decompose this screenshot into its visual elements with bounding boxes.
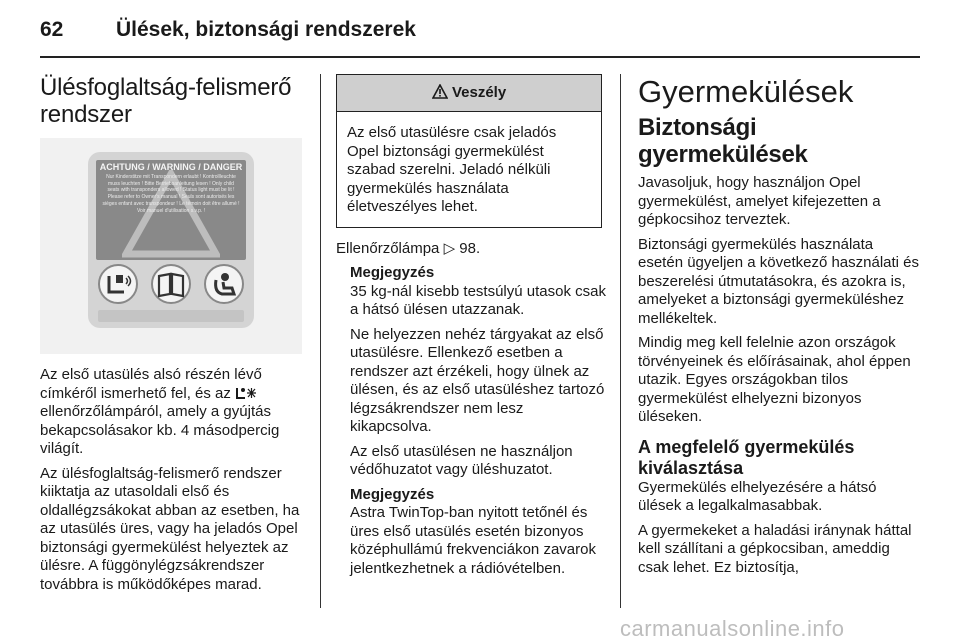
label-icons xyxy=(98,264,244,304)
arrow-reference-icon: ▷ xyxy=(443,239,456,257)
header-divider xyxy=(40,56,920,58)
label-bottom-strip xyxy=(98,310,244,322)
label-text: Nur Kinderstitze mit Transpondern erlaubt ! Kontrollleuchte muss leuchten ! Bitte Betriebsanleitung lesen ! Only child seats with transponders allowed ! Status light must be lit ! Please refer to Owner's manual ! Seuls sont autorisés les sièges enfant avec transpondeur ! Le témoin doit être allumé ! Voir manuel d'utilisation s.v.p. ! xyxy=(102,174,240,214)
danger-text: Az első utasülésre csak jeladós Opel biztonsági gyermekülést szabad szerelni. Jeladó nélküli gyermekülés használata életveszélyes lehet. xyxy=(347,124,557,215)
paragraph-rear-facing: A gyermekeket a haladási iránynak háttal kell szállítani a gépkocsiban, ameddig csak lehet. Ez biztosítja, xyxy=(638,521,912,576)
lamp-reference-page: 98. xyxy=(459,239,481,257)
danger-box xyxy=(336,74,602,228)
column-3 xyxy=(638,74,920,583)
danger-header xyxy=(337,75,601,112)
paragraph-seat-covers: Az első utasülésen ne használjon védőhuzatot vagy üléshuzatot. xyxy=(350,442,573,478)
child-seat-icon xyxy=(204,264,244,304)
manual-book-icon xyxy=(151,264,191,304)
paragraph-laws: Mindig meg kell felelnie azon országok törvényeinek és előírásainak, ahol éppen utazik. Egyes országokban tilos gyermekülést elhelyezni bizonyos üléseken. xyxy=(638,334,911,425)
seat-transponder-icon xyxy=(98,264,138,304)
note-title-1: Megjegyzés xyxy=(350,264,435,281)
warning-triangle-icon xyxy=(432,84,448,99)
section-title-occupancy: Ülésfoglaltság-felismerő rendszer xyxy=(40,74,292,128)
column-divider-right xyxy=(620,74,621,608)
paragraph-recommend: Javasoljuk, hogy használjon Opel gyermekülést, amelyet kifejezetten a gépkocsihoz terveztek. xyxy=(638,174,881,228)
paragraph-heavy-objects: Ne helyezzen nehéz tárgyakat az első utasülésre. Ellenkező esetben a rendszer azt érzékeli, hogy ülnek az ülésen, és az első utasüléshez tartozó légzsákrendszer nem lesz kikapcsolva. xyxy=(350,325,605,435)
paragraph-rear-seats: Gyermekülés elhelyezésére a hátsó ülések a legalkalmasabbak. xyxy=(638,478,877,514)
danger-body xyxy=(337,112,601,227)
column-2 xyxy=(336,74,606,584)
subtitle-selection: A megfelelő gyermekülés kiválasztása xyxy=(638,436,855,478)
paragraph-system-desc: Az ülésfoglaltság-felismerő rendszer kiiktatja az utasoldali első és oldallégzsákokat abban az esetben, ha az utasülés üres, vagy ha jeladós Opel biztonsági gyermekülést helyeztek az ülésre. A függönylégzsákrendszer továbbra is működőképes marad. xyxy=(40,464,300,593)
main-title: Gyermekülések xyxy=(638,74,854,109)
chapter-title: Ülések, biztonsági rendszerek xyxy=(116,18,416,41)
page-number: 62 xyxy=(40,18,64,41)
notes-block xyxy=(336,264,606,578)
label-plate xyxy=(88,152,254,328)
column-divider-left xyxy=(320,74,321,608)
label-title: ACHTUNG / WARNING / DANGER xyxy=(99,162,243,172)
danger-title: Veszély xyxy=(451,84,507,101)
page-header xyxy=(40,14,920,54)
column-1 xyxy=(40,74,302,600)
watermark: carmanualsonline.info xyxy=(620,616,845,641)
subtitle-child-seats: Biztonsági gyermekülések xyxy=(638,114,808,168)
lamp-reference-label: Ellenőrzőlámpa xyxy=(336,239,440,257)
warning-label-figure xyxy=(40,138,302,354)
note-title-2: Megjegyzés xyxy=(350,485,435,503)
label-warning-panel xyxy=(96,160,246,260)
paragraph-label-info-b: ellenőrzőlámpáról, amely a gyújtás bekapcsolásakor kb. 4 másodpercig világít. xyxy=(40,403,280,457)
note-text-1: 35 kg-nál kisebb testsúlyú utasok csak a hátsó ülésen utazzanak. xyxy=(350,282,606,318)
lamp-reference xyxy=(336,240,606,259)
note-text-2: Astra TwinTop-ban nyitott tetőnél és üres első utasülés esetén bizonyos középhullámú frekvenciákon zavarok jelentkezhetnek a rádióvételben. xyxy=(350,504,596,577)
paragraph-instructions: Biztonsági gyermekülés használata esetén ügyeljen a következő használati és beszerelési útmutatásokra, és azokra is, amelyeket a biztonsági gyermeküléshez mellékeltek. xyxy=(638,235,920,327)
paragraph-label-info-a: Az első utasülés alsó részén lévő címkéről ismerhető fel, és az xyxy=(40,366,262,402)
airbag-off-icon xyxy=(235,386,257,400)
paragraph-label-info xyxy=(40,366,302,459)
